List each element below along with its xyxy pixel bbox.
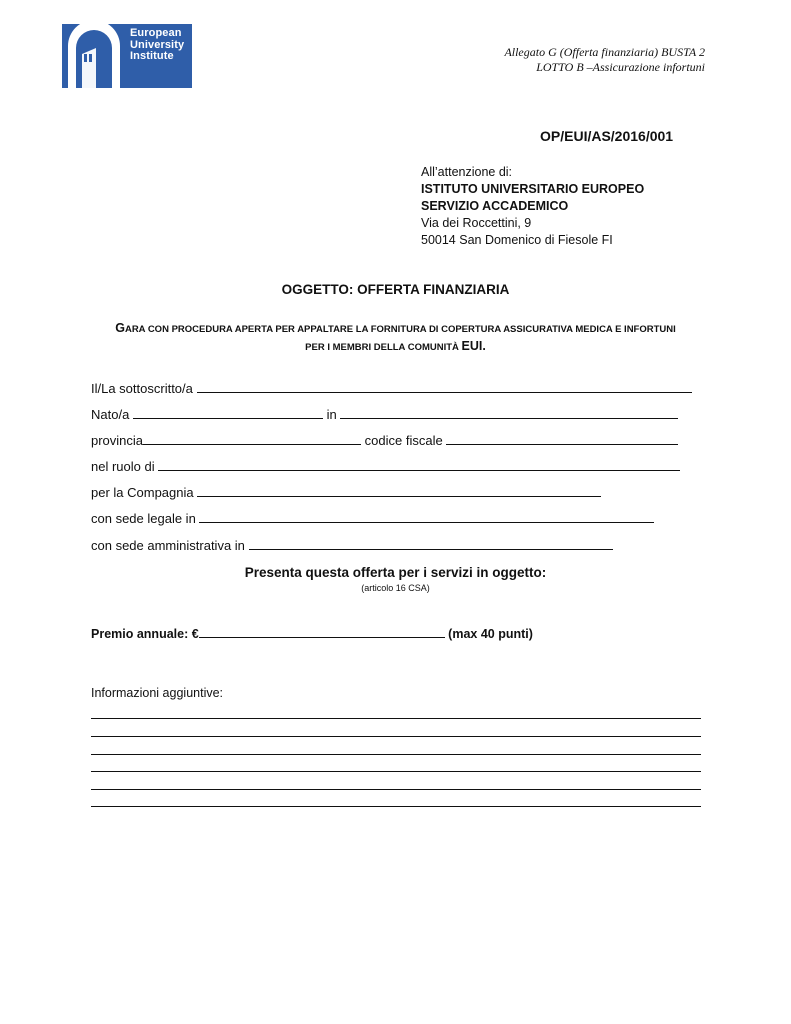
logo-line-1: European	[130, 27, 182, 39]
input-premio[interactable]	[199, 626, 445, 638]
input-sottoscritto[interactable]	[197, 381, 692, 393]
label-codice-fiscale: codice fiscale	[364, 433, 443, 448]
info-line-5[interactable]	[91, 789, 701, 790]
label-compagnia: per la Compagnia	[91, 485, 194, 500]
subject-title: OGGETTO: OFFERTA FINANZIARIA	[281, 282, 510, 297]
address-street: Via dei Roccettini, 9	[421, 216, 532, 230]
label-nato: Nato/a	[91, 407, 130, 422]
field-sede-legale	[91, 511, 654, 526]
attention-label: All’attenzione di:	[421, 165, 513, 179]
input-ruolo[interactable]	[158, 459, 680, 471]
address-block	[421, 164, 644, 249]
label-sede-legale: con sede legale in	[91, 511, 196, 526]
reference-number: OP/EUI/AS/2016/001	[540, 128, 674, 144]
eui-building-logo-icon	[62, 24, 126, 88]
address-org-2: SERVIZIO ACCADEMICO	[421, 199, 569, 213]
logo-line-3: Institute	[130, 50, 174, 62]
offer-article-ref: (articolo 16 CSA)	[361, 583, 430, 593]
tender-line-1	[60, 320, 731, 338]
address-org-1: ISTITUTO UNIVERSITARIO EUROPEO	[421, 182, 645, 196]
offer-heading: Presenta questa offerta per i servizi in oggetto:	[244, 565, 547, 580]
label-sede-amministrativa: con sede amministrativa in	[91, 538, 245, 553]
field-sede-amministrativa	[91, 538, 613, 553]
field-nato	[91, 407, 678, 422]
info-line-6[interactable]	[91, 806, 701, 807]
tender-initial: G	[115, 321, 125, 335]
label-ruolo: nel ruolo di	[91, 459, 155, 474]
input-sede-amministrativa[interactable]	[249, 538, 613, 550]
tender-line-2-text: PER I MEMBRI DELLA COMUNITÀ	[305, 342, 459, 353]
field-compagnia	[91, 485, 601, 500]
input-provincia[interactable]	[143, 433, 361, 445]
field-sottoscritto	[91, 381, 692, 396]
premio-max-points: (max 40 punti)	[448, 627, 533, 641]
field-provincia	[91, 433, 678, 448]
input-nato[interactable]	[133, 407, 323, 419]
input-codice-fiscale[interactable]	[446, 433, 678, 445]
annex-line-2: LOTTO B –Assicurazione infortuni	[536, 60, 705, 74]
annex-line-1: Allegato G (Offerta finanziaria) BUSTA 2	[504, 45, 705, 59]
info-line-2[interactable]	[91, 736, 701, 737]
field-premio	[91, 626, 533, 641]
annex-header	[504, 45, 705, 75]
tender-line-1-text: ARA CON PROCEDURA APERTA PER APPALTARE LA FORNITURA DI COPERTURA ASSICURATIVA MEDICA E INFORTUNI	[124, 324, 676, 335]
tender-description	[60, 320, 731, 356]
info-line-1[interactable]	[91, 718, 701, 719]
tender-eui: EUI.	[461, 339, 486, 353]
input-sede-legale[interactable]	[199, 511, 654, 523]
eui-logo	[62, 24, 192, 88]
address-city: 50014 San Domenico di Fiesole FI	[421, 233, 613, 247]
info-line-4[interactable]	[91, 771, 701, 772]
field-ruolo	[91, 459, 680, 474]
input-compagnia[interactable]	[197, 485, 601, 497]
label-provincia: provincia	[91, 433, 144, 448]
input-luogo-nascita[interactable]	[340, 407, 678, 419]
tender-line-2	[60, 338, 731, 356]
label-in: in	[326, 407, 337, 422]
logo-line-2: University	[130, 38, 185, 51]
info-label: Informazioni aggiuntive:	[91, 686, 224, 700]
label-sottoscritto: Il/La sottoscritto/a	[91, 381, 193, 396]
logo-wordmark	[130, 28, 184, 63]
info-line-3[interactable]	[91, 754, 701, 755]
label-premio: Premio annuale: €	[91, 627, 199, 641]
